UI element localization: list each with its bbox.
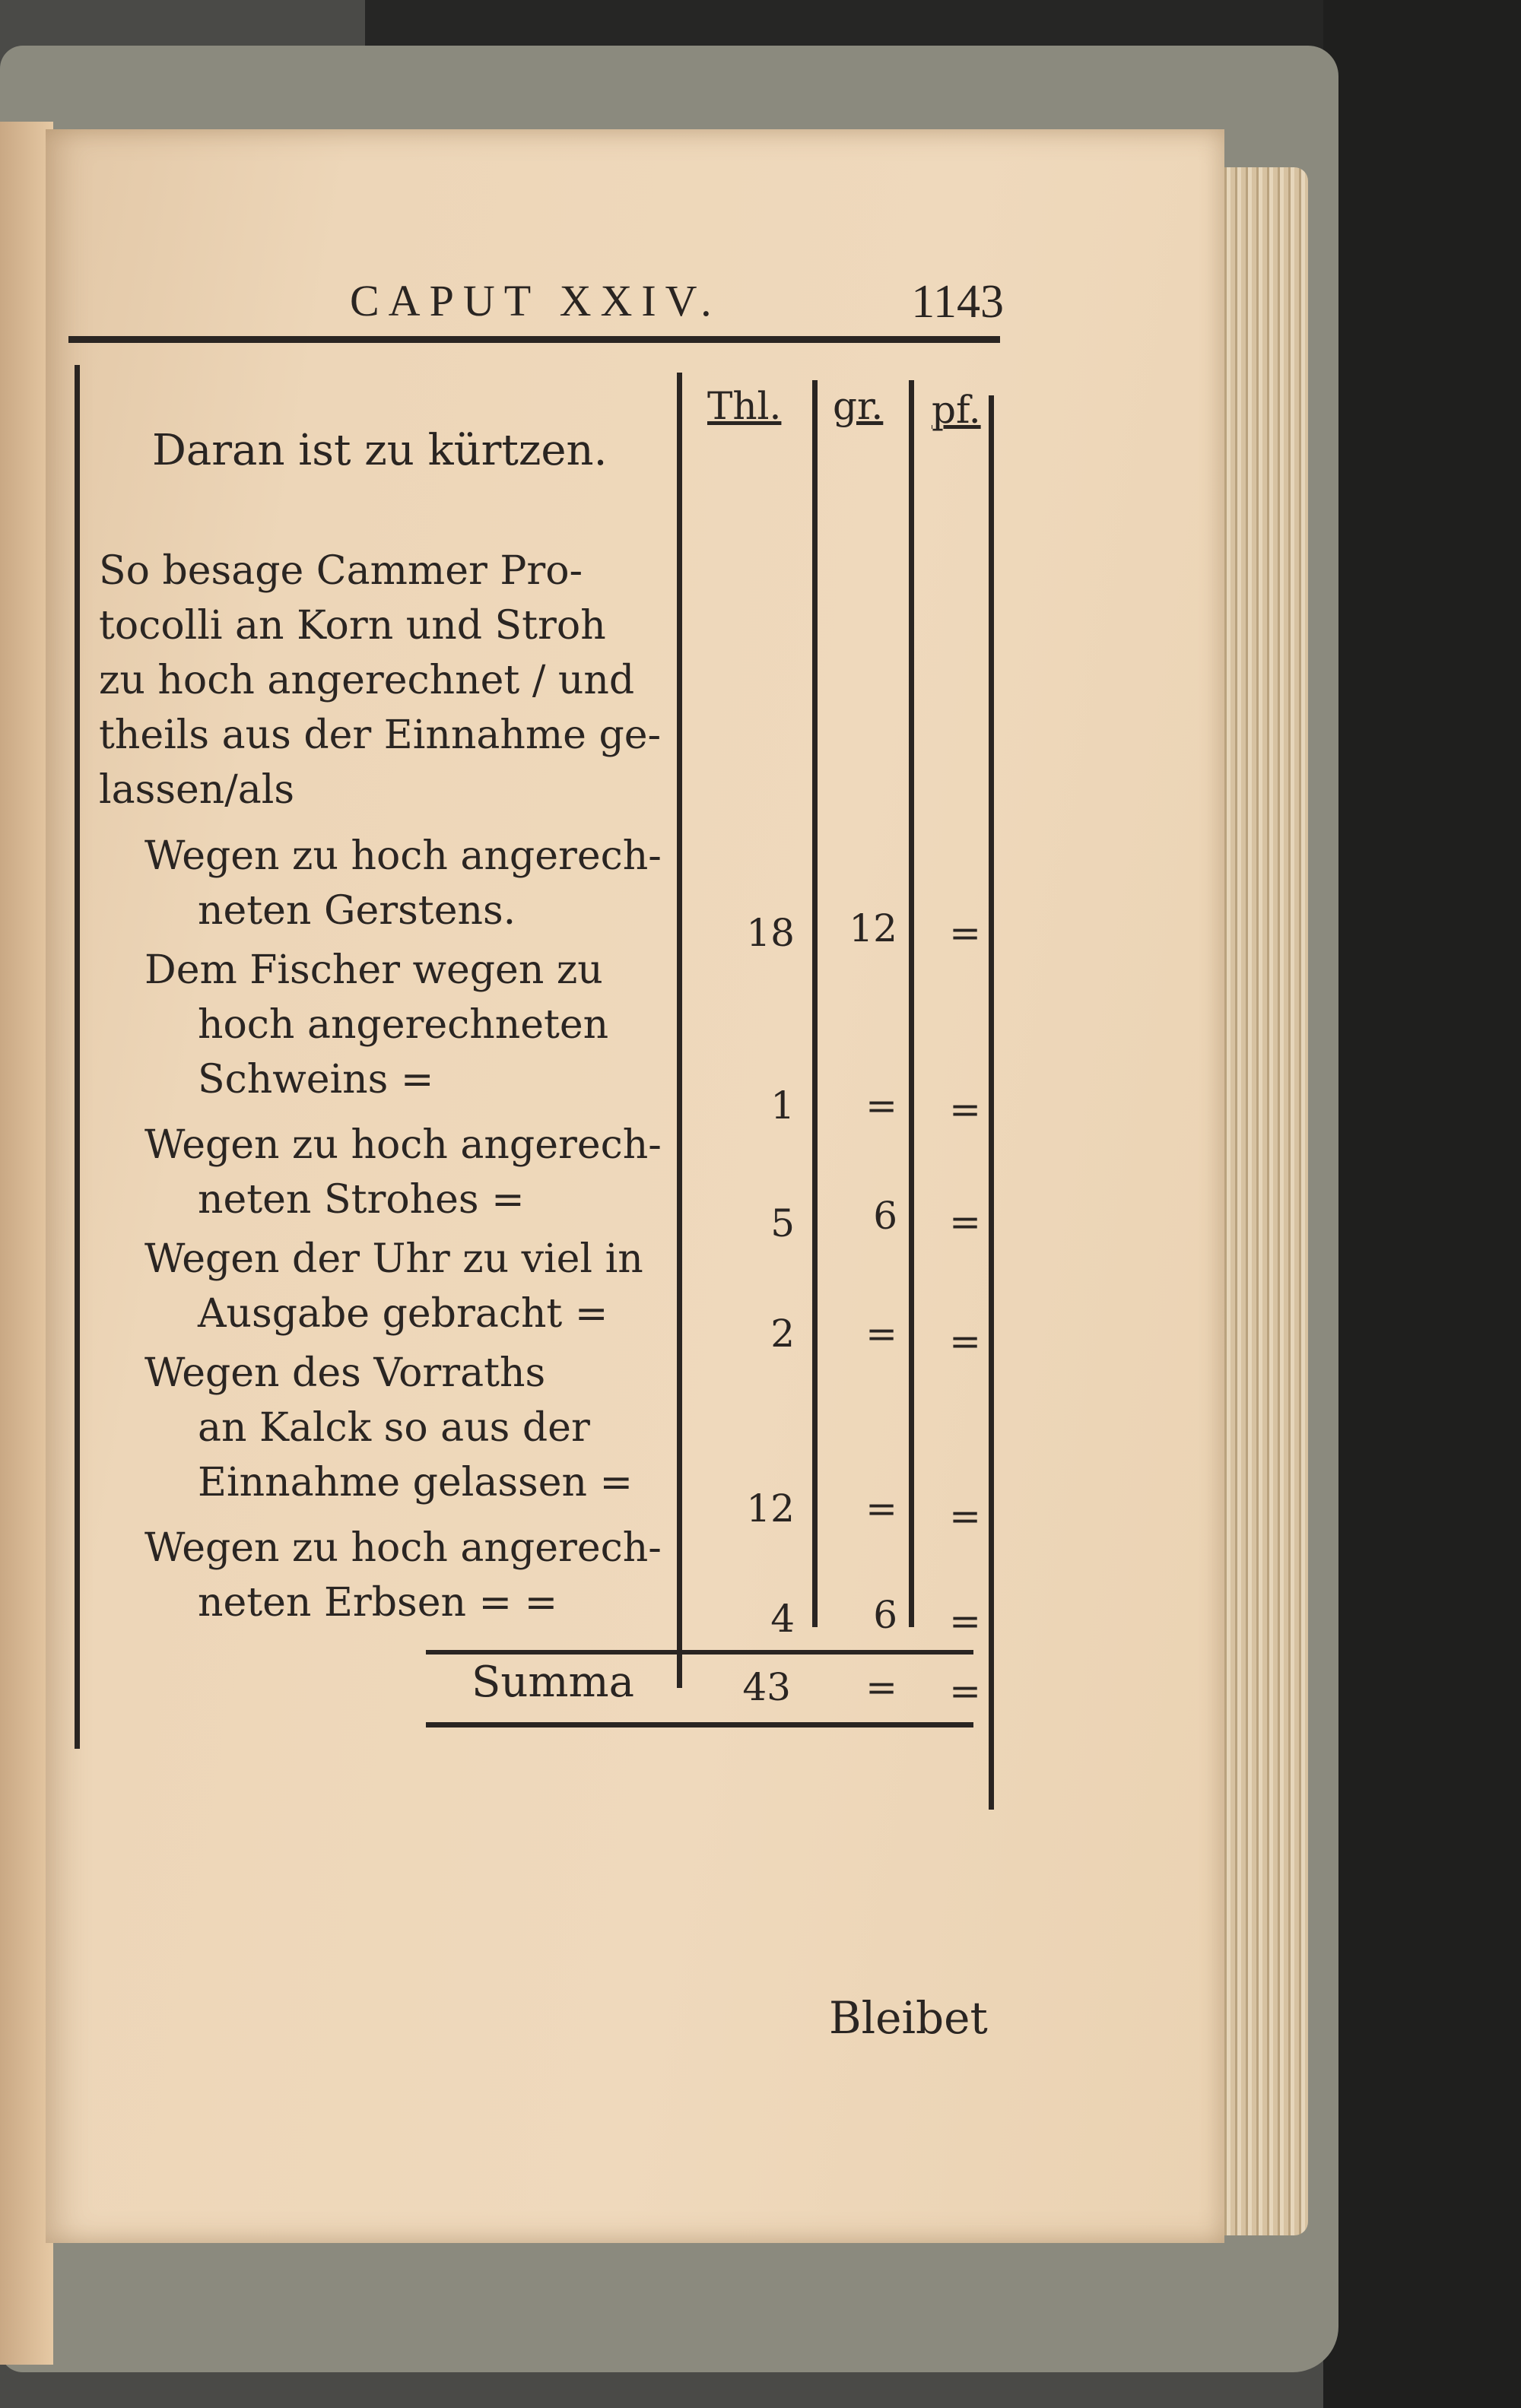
entry-line: Einnahme gelassen = — [198, 1460, 633, 1505]
entry-line: hoch angerechneten — [198, 1002, 609, 1048]
summa-gr: = — [865, 1665, 897, 1709]
intro-line: tocolli an Korn und Stroh — [99, 603, 606, 649]
amount-thl: 1 — [770, 1083, 795, 1128]
thl-column-line — [677, 373, 682, 1688]
intro-paragraph — [99, 544, 662, 817]
entry-line: neten Gerstens. — [198, 888, 516, 934]
amount-gr: = — [865, 1486, 897, 1531]
entry-line: neten Strohes = — [198, 1177, 525, 1223]
amount-pf: = — [949, 1599, 981, 1643]
summa-thl: 43 — [742, 1665, 791, 1709]
entry-line: Dem Fischer wegen zu — [144, 947, 603, 993]
gr-column-line — [812, 380, 818, 1627]
entry-text — [144, 1118, 662, 1227]
summa-pf: = — [949, 1669, 981, 1713]
column-header-thl: Thl. — [707, 384, 782, 428]
entry-line: Wegen zu hoch angerech- — [144, 1122, 662, 1168]
amount-pf: = — [949, 1200, 981, 1244]
entry-line: neten Erbsen = = — [198, 1580, 558, 1626]
entry-text — [144, 1346, 633, 1510]
amount-thl: 2 — [770, 1312, 795, 1356]
intro-line: theils aus der Einnahme ge- — [99, 712, 662, 758]
entry-text — [144, 1232, 643, 1341]
intro-line: So besage Cammer Pro- — [99, 548, 583, 594]
running-title: CAPUT XXIV. — [350, 276, 721, 325]
entry-line: Wegen des Vorraths — [144, 1350, 546, 1396]
entry-line: Schweins = — [198, 1057, 434, 1102]
entry-text — [144, 829, 662, 938]
page-number: 1143 — [911, 276, 1004, 328]
amount-thl: 5 — [770, 1201, 795, 1245]
amount-pf: = — [949, 1319, 981, 1363]
amount-gr: 6 — [873, 1194, 897, 1238]
pf-column-line — [909, 380, 914, 1627]
entry-line: Wegen zu hoch angerech- — [144, 1525, 662, 1571]
column-header-pf: pf. — [932, 388, 981, 432]
page-header — [350, 275, 1004, 328]
amount-thl: 12 — [746, 1486, 795, 1531]
right-border-line — [989, 395, 994, 1810]
summa-label: Summa — [472, 1658, 635, 1707]
summa-top-rule — [426, 1650, 973, 1655]
intro-line: lassen/als — [99, 767, 295, 813]
amount-gr: = — [865, 1083, 897, 1128]
catchword: Bleibet — [829, 1992, 988, 2044]
header-rule — [68, 336, 1000, 343]
entry-line: Ausgabe gebracht = — [198, 1291, 608, 1337]
backdrop-right — [1323, 0, 1521, 2408]
entry-line: Wegen zu hoch angerech- — [144, 833, 662, 879]
amount-thl: 4 — [770, 1597, 795, 1641]
amount-pf: = — [949, 1087, 981, 1131]
summa-bottom-rule — [426, 1722, 973, 1727]
amount-thl: 18 — [746, 911, 795, 955]
entry-text — [144, 1521, 662, 1630]
amount-gr: 12 — [849, 906, 897, 950]
entry-line: Wegen der Uhr zu viel in — [144, 1236, 643, 1282]
amount-gr: = — [865, 1312, 897, 1356]
amount-pf: = — [949, 1494, 981, 1538]
column-header-gr: gr. — [833, 384, 884, 428]
amount-pf: = — [949, 911, 981, 955]
entry-line: an Kalck so aus der — [198, 1405, 590, 1451]
entry-text — [144, 943, 608, 1107]
section-heading: Daran ist zu kürtzen. — [152, 426, 608, 475]
intro-line: zu hoch angerechnet / und — [99, 658, 635, 703]
amount-gr: 6 — [873, 1593, 897, 1637]
left-border-line — [75, 365, 80, 1749]
